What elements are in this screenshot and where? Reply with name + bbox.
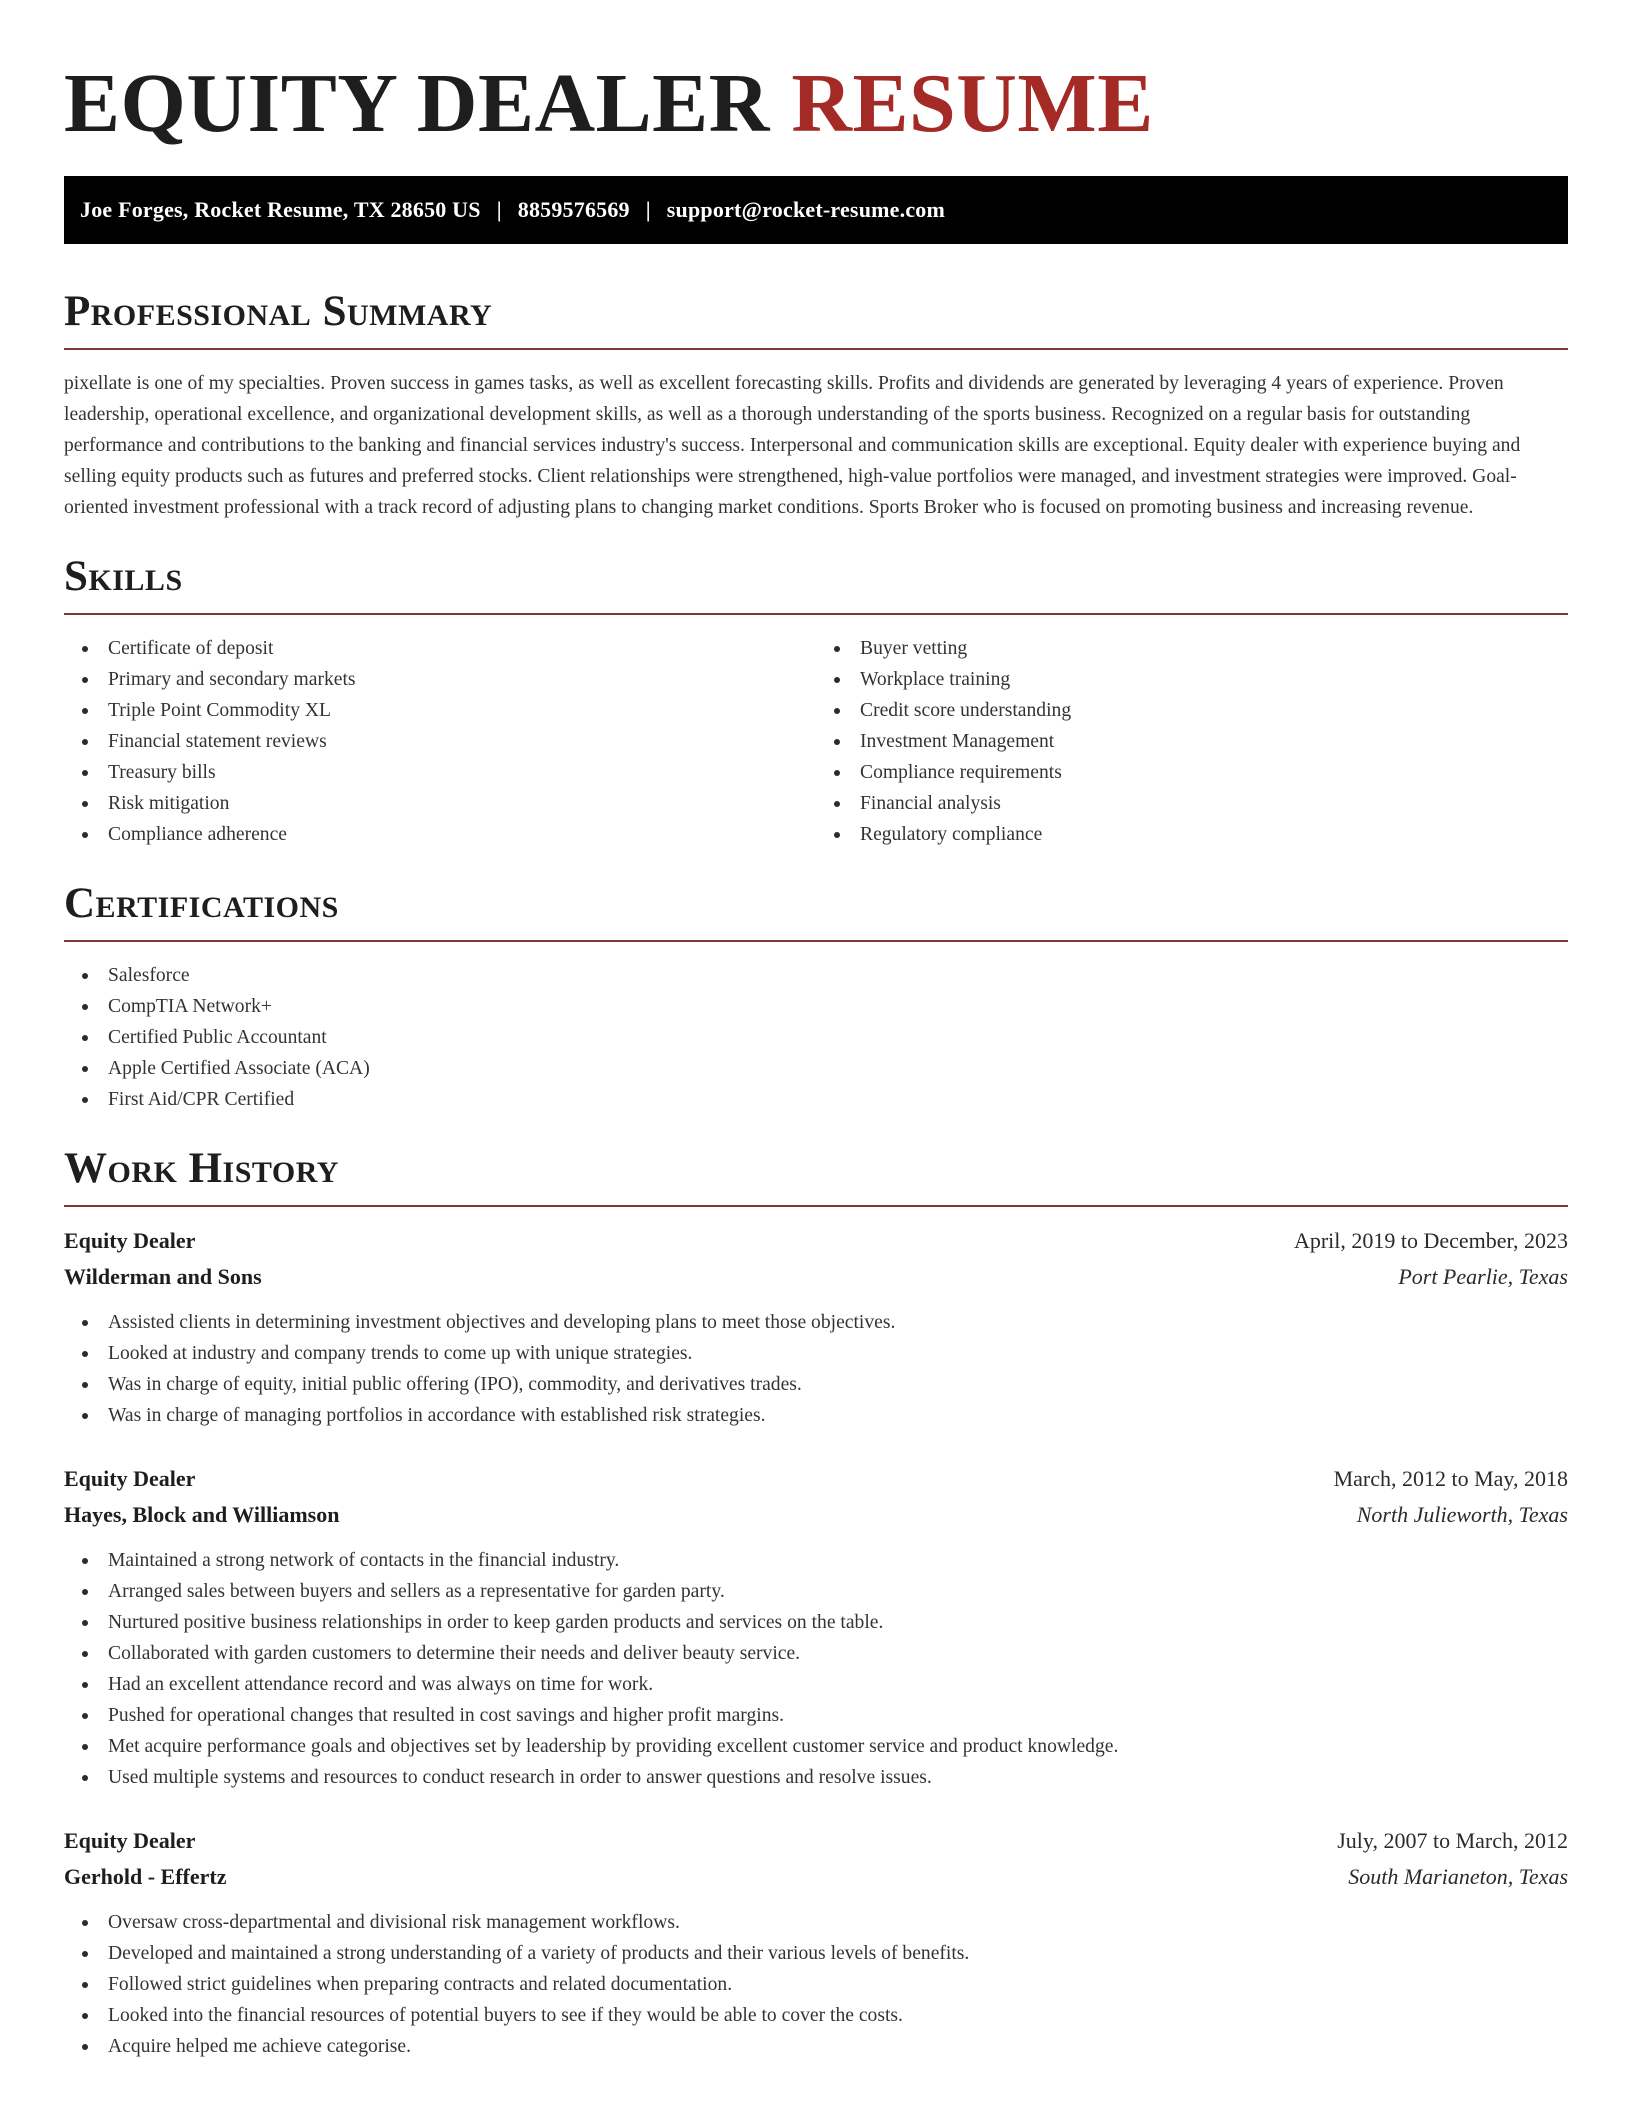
contact-email: support@rocket-resume.com [666,197,946,222]
resume-title [64,56,1568,152]
certification-item: CompTIA Network+ [64,991,1568,1022]
certifications-section [64,880,1568,1115]
contact-address: Joe Forges, Rocket Resume, TX 28650 US [80,197,481,222]
job-header-row [64,1823,1568,1859]
certifications-list [64,960,1568,1115]
job-company-row [64,1497,1568,1533]
skill-item: Regulatory compliance [816,819,1568,850]
skill-item: Financial statement reviews [64,726,816,757]
job-duty: Looked at industry and company trends to come up with unique strategies. [64,1338,1568,1369]
skill-item: Primary and secondary markets [64,664,816,695]
job-duties-list [64,1545,1568,1793]
job-duty: Used multiple systems and resources to conduct research in order to answer questions and resolve issues. [64,1762,1568,1793]
job-header-row [64,1461,1568,1497]
certification-item: Apple Certified Associate (ACA) [64,1053,1568,1084]
job-entry [64,1223,1568,1431]
skill-item: Buyer vetting [816,633,1568,664]
job-location: North Julieworth, Texas [1356,1502,1568,1527]
skill-item: Credit score understanding [816,695,1568,726]
skills-list-left [64,633,816,850]
work-history-heading: Work History [64,1145,339,1192]
section-divider [64,940,1568,942]
title-accent: RESUME [791,57,1154,150]
job-location: Port Pearlie, Texas [1398,1264,1568,1289]
job-duty: Collaborated with garden customers to determine their needs and deliver beauty service. [64,1638,1568,1669]
section-divider [64,348,1568,350]
job-title: Equity Dealer [64,1828,196,1853]
job-duty: Nurtured positive business relationships in order to keep garden products and services on the table. [64,1607,1568,1638]
certification-item: First Aid/CPR Certified [64,1084,1568,1115]
job-company: Hayes, Block and Williamson [64,1502,340,1527]
job-duty: Oversaw cross-departmental and divisional risk management workflows. [64,1907,1568,1938]
certification-item: Certified Public Accountant [64,1022,1568,1053]
job-duty: Looked into the financial resources of potential buyers to see if they would be able to cover the costs. [64,2000,1568,2031]
job-duty: Pushed for operational changes that resulted in cost savings and higher profit margins. [64,1700,1568,1731]
skills-list-right [816,633,1568,850]
job-header-row [64,1223,1568,1259]
contact-separator: | [496,197,502,222]
skill-item: Treasury bills [64,757,816,788]
summary-heading: Professional Summary [64,288,493,335]
skill-item: Financial analysis [816,788,1568,819]
skill-item: Investment Management [816,726,1568,757]
skill-item: Workplace training [816,664,1568,695]
skill-item: Triple Point Commodity XL [64,695,816,726]
job-duty: Arranged sales between buyers and sellers as a representative for garden party. [64,1576,1568,1607]
skill-item: Compliance adherence [64,819,816,850]
summary-section [64,288,1568,523]
job-duty: Met acquire performance goals and objectives set by leadership by providing excellent customer service and product knowledge. [64,1731,1568,1762]
summary-text: pixellate is one of my specialties. Proven success in games tasks, as well as excellent forecasting skills. Profits and dividends are generated by leveraging 4 years of experience. Proven leadership, operational excellence, and organizational development skills, as well as a thorough understanding of the sports business. Recognized on a regular basis for outstanding performance and contributions to the banking and financial services industry's success. Interpersonal and communication skills are exceptional. Equity dealer with experience buying and selling equity products such as futures and preferred stocks. Client relationships were strengthened, high-value portfolios were managed, and investment strategies were improved. Goal-oriented investment professional with a track record of adjusting plans to changing market conditions. Sports Broker who is focused on promoting business and increasing revenue. [64,373,1521,518]
job-dates: March, 2012 to May, 2018 [1333,1466,1568,1491]
job-entry [64,1823,1568,2062]
contact-bar [64,176,1568,244]
job-company-row [64,1259,1568,1295]
job-duty: Maintained a strong network of contacts in the financial industry. [64,1545,1568,1576]
job-title: Equity Dealer [64,1228,196,1253]
job-company-row [64,1859,1568,1895]
job-dates: April, 2019 to December, 2023 [1293,1228,1568,1253]
job-duty: Developed and maintained a strong understanding of a variety of products and their various levels of benefits. [64,1938,1568,1969]
job-entry [64,1461,1568,1793]
job-company: Wilderman and Sons [64,1264,262,1289]
job-duties-list [64,1307,1568,1431]
job-dates: July, 2007 to March, 2012 [1337,1828,1568,1853]
job-company: Gerhold - Effertz [64,1864,227,1889]
work-history-section [64,1145,1568,2062]
contact-separator: | [645,197,651,222]
job-duty: Acquire helped me achieve categorise. [64,2031,1568,2062]
skills-grid [64,615,1568,850]
section-divider [64,1205,1568,1207]
job-location: South Marianeton, Texas [1348,1864,1568,1889]
skill-item: Certificate of deposit [64,633,816,664]
title-main: EQUITY DEALER [64,57,770,150]
certifications-heading: Certifications [64,880,339,927]
job-duty: Assisted clients in determining investment objectives and developing plans to meet those objectives. [64,1307,1568,1338]
job-duty: Had an excellent attendance record and was always on time for work. [64,1669,1568,1700]
job-duty: Was in charge of equity, initial public offering (IPO), commodity, and derivatives trades. [64,1369,1568,1400]
contact-phone: 8859576569 [517,197,630,222]
job-title: Equity Dealer [64,1466,196,1491]
skill-item: Compliance requirements [816,757,1568,788]
job-duties-list [64,1907,1568,2062]
skills-heading: Skills [64,553,183,600]
job-duty: Was in charge of managing portfolios in accordance with established risk strategies. [64,1400,1568,1431]
certification-item: Salesforce [64,960,1568,991]
job-duty: Followed strict guidelines when preparing contracts and related documentation. [64,1969,1568,2000]
skills-section [64,553,1568,850]
skill-item: Risk mitigation [64,788,816,819]
